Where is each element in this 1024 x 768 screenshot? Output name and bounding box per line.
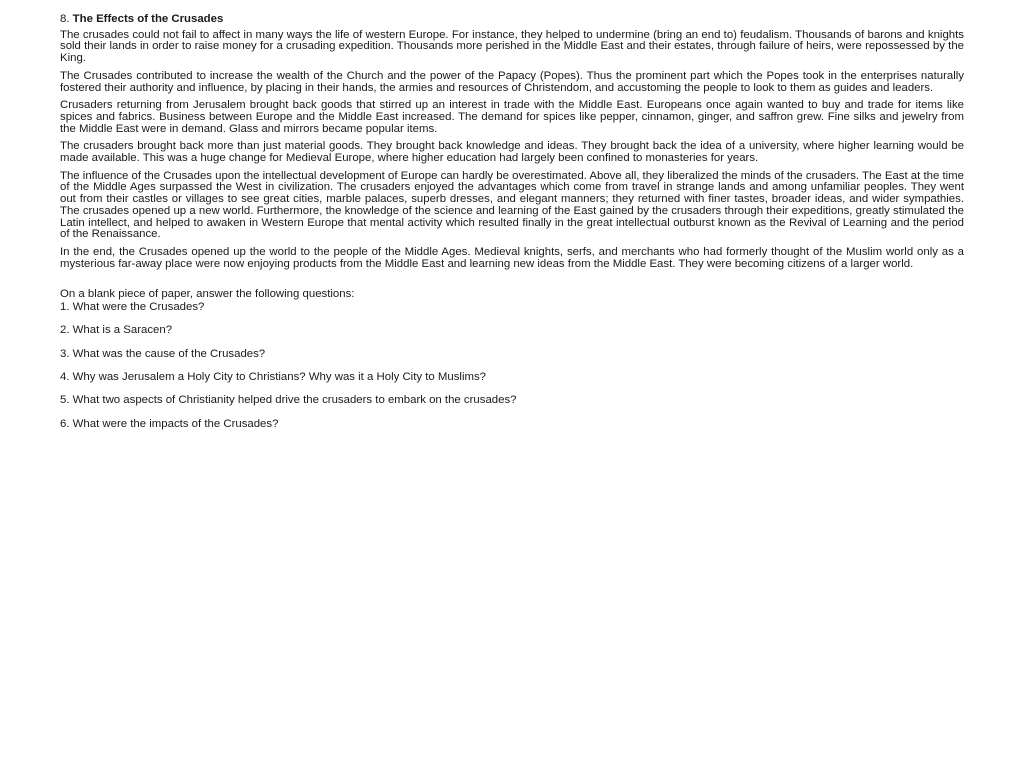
paragraph-church-wealth: The Crusades contributed to increase the wealth of the Church and the power of the Papacy (Popes). Thus the prominent part which the Popes took in the enterprises naturally fostered their authority and influence, by placing in their hands, the armies and resources of Christendom, and accustoming the people to look to them as guides and leaders. <box>60 69 964 94</box>
section-title: The Effects of the Crusades <box>72 13 224 25</box>
question-instructions: On a blank piece of paper, answer the following questions: <box>60 288 355 301</box>
question-item: 3. What was the cause of the Crusades? <box>60 347 266 360</box>
question-item: 5. What two aspects of Christianity helped drive the crusaders to embark on the crusades? <box>60 394 517 407</box>
question-item: 1. What were the Crusades? <box>60 301 205 314</box>
question-item: 4. Why was Jerusalem a Holy City to Christians? Why was it a Holy City to Muslims? <box>60 370 486 383</box>
paragraph-trade: Crusaders returning from Jerusalem brought back goods that stirred up an interest in trade with the Middle East. Europeans once again wanted to buy and trade for items like spices and fabrics. Business between Europe and the Middle East increased. The demand for spices like pepper, cinnamon, ginger, and saffron grew. Fine silks and jewelry from the Middle East were in demand. Glass and mirrors became popular items. <box>60 99 964 135</box>
question-item: 2. What is a Saracen? <box>60 324 173 337</box>
question-list <box>60 302 964 430</box>
section-heading <box>60 14 964 26</box>
paragraph-intellectual: The influence of the Crusades upon the intellectual development of Europe can hardly be overestimated. Above all, they liberalized the minds of the crusaders. The East at the time of the Middle Ages surpassed the West in civilization. The crusaders enjoyed the advantages which come from travel in strange lands and among unfamiliar peoples. They went out from their castles or villages to see great cities, marble palaces, superb dresses, and elegant manners; they returned with finer tastes, broader ideas, and wider sympathies. The crusades opened up a new world. Furthermore, the knowledge of the science and learning of the East gained by the crusaders through their expeditions, greatly stimulated the Latin intellect, and helped to awaken in Western Europe that mental activity which resulted finally in the great intellectual outburst known as the Revival of Learning and the period of the Renaissance. <box>60 169 964 241</box>
question-item: 6. What were the impacts of the Crusades? <box>60 417 279 430</box>
paragraph-conclusion: In the end, the Crusades opened up the world to the people of the Middle Ages. Medieval knights, serfs, and merchants who had formerly thought of the Muslim world only as a mysterious far-away place were now enjoying products from the Middle East and learning new ideas from the Middle East. They were becoming citizens of a larger world. <box>60 245 964 270</box>
section-number: 8. <box>60 13 70 25</box>
paragraph-feudalism: The crusades could not fail to affect in many ways the life of western Europe. For instance, they helped to undermine (bring an end to) feudalism. Thousands of barons and knights sold their lands in order to raise money for a crusading expedition. Thousands more perished in the Middle East and their estates, through failure of heirs, were repossessed by the King. <box>60 28 964 65</box>
paragraph-knowledge: The crusaders brought back more than just material goods. They brought back knowledge and ideas. They brought back the idea of a university, where higher learning would be made available. This was a huge change for Medieval Europe, where higher education had largely been confined to monasteries for years. <box>60 140 964 165</box>
